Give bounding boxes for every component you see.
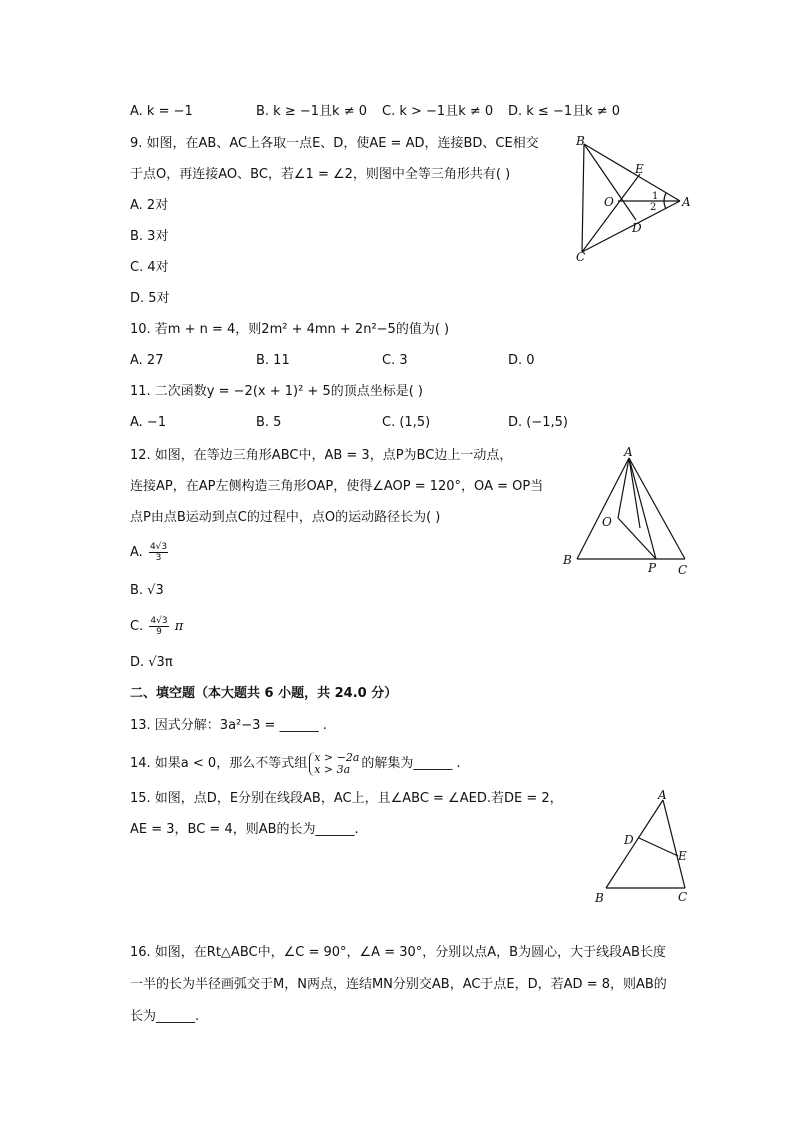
- q12-label-o: O: [602, 515, 612, 529]
- q12-option-c-suffix: π: [174, 619, 184, 634]
- q14-suffix: 的解集为______ .: [361, 756, 461, 771]
- q12-option-c: [130, 616, 183, 637]
- q12-text-line1: 12. 如图，在等边三角形ABC中，AB = 3，点P为BC边上一动点，: [130, 448, 513, 463]
- q15-label-b: B: [595, 891, 604, 905]
- q15-label-e: E: [678, 849, 687, 863]
- q9-option-c: C. 4对: [130, 260, 169, 275]
- q10-option-b: B. 11: [256, 353, 290, 368]
- q9-option-b: B. 3对: [130, 229, 169, 244]
- q15-text-line2: AE = 3，BC = 4，则AB的长为______.: [130, 822, 359, 837]
- q13-text: 13. 因式分解：3a²−3 = ______ .: [130, 718, 327, 733]
- q9-angle-2: 2: [650, 202, 657, 213]
- q15-label-c: C: [678, 890, 688, 904]
- q11-option-d: D. (−1,5): [508, 415, 568, 430]
- q10-option-d: D. 0: [508, 353, 535, 368]
- q12-option-a: [130, 542, 170, 563]
- q9-label-c: C: [576, 250, 586, 264]
- q12-label-b: B: [563, 553, 572, 567]
- q9-label-o: O: [604, 195, 614, 209]
- q14-inequality-1: x > −2a: [314, 750, 360, 764]
- q12-label-c: C: [678, 563, 688, 577]
- q9-angle-1: 1: [652, 191, 659, 202]
- q8-option-a: A. k = −1: [130, 104, 193, 119]
- q14-text: [130, 750, 461, 778]
- q9-figure: [570, 130, 700, 265]
- q14-prefix: 14. 如果a < 0，那么不等式组: [130, 756, 308, 771]
- q12-label-p: P: [648, 561, 657, 575]
- q8-option-d: D. k ≤ −1且k ≠ 0: [508, 104, 621, 119]
- q12-option-b: B. √3: [130, 583, 164, 598]
- q15-text-line1: 15. 如图，点D，E分别在线段AB，AC上，且∠ABC = ∠AED.若DE = 2，: [130, 791, 563, 806]
- q15-label-a: A: [658, 788, 667, 802]
- q12-option-c-numerator: 4√3: [150, 616, 168, 626]
- q12-option-a-fraction: [149, 542, 168, 563]
- q15-label-d: D: [624, 833, 634, 847]
- q14-system: [309, 752, 359, 776]
- q9-label-a: A: [682, 195, 691, 209]
- q14-inequality-2: x > 3a: [314, 762, 351, 776]
- q12-option-c-fraction: [149, 616, 168, 637]
- q8-option-b: B. k ≥ −1且k ≠ 0: [256, 104, 367, 119]
- q12-option-c-denominator: 9: [156, 627, 162, 637]
- q9-label-d: D: [632, 221, 642, 235]
- q12-text-line2: 连接AP，在AP左侧构造三角形OAP，使得∠AOP = 120°，OA = OP当: [130, 479, 544, 494]
- q10-text: 10. 若m + n = 4，则2m² + 4mn + 2n²−5的值为( ): [130, 322, 450, 337]
- q12-option-d: D. √3π: [130, 655, 173, 670]
- q8-option-c: C. k > −1且k ≠ 0: [382, 104, 494, 119]
- q9-option-d: D. 5对: [130, 291, 170, 306]
- q10-option-c: C. 3: [382, 353, 408, 368]
- q12-option-c-prefix: C.: [130, 619, 144, 634]
- q12-text-line3: 点P由点B运动到点C的过程中，点O的运动路径长为( ): [130, 510, 441, 525]
- q12-label-a: A: [624, 446, 633, 459]
- q9-label-b: B: [576, 134, 585, 148]
- q10-option-a: A. 27: [130, 353, 164, 368]
- q11-option-c: C. (1,5): [382, 415, 431, 430]
- q11-option-a: A. −1: [130, 415, 167, 430]
- q12-option-a-prefix: A.: [130, 545, 143, 560]
- q12-figure: [558, 446, 698, 580]
- q9-option-a: A. 2对: [130, 198, 169, 213]
- q16-text-line1: 16. 如图，在Rt△ABC中，∠C = 90°，∠A = 30°，分别以点A，B为圆心，大于线段AB长度: [130, 945, 666, 960]
- q11-option-b: B. 5: [256, 415, 282, 430]
- q16-text-line3: 长为______.: [130, 1009, 200, 1024]
- q9-label-e: E: [635, 162, 644, 176]
- q11-text: 11. 二次函数y = −2(x + 1)² + 5的顶点坐标是( ): [130, 384, 424, 399]
- q12-option-a-numerator: 4√3: [149, 542, 168, 552]
- q12-option-a-denominator: 3: [155, 553, 162, 563]
- q16-text-line2: 一半的长为半径画弧交于M，N两点，连结MN分别交AB，AC于点E，D，若AD = 8，则AB的: [130, 977, 667, 992]
- section-heading: 二、填空题（本大题共 6 小题，共 24.0 分）: [130, 686, 398, 701]
- q15-figure: [590, 786, 700, 908]
- q9-text-line1: 9. 如图，在AB、AC上各取一点E、D，使AE = AD，连接BD、CE相交: [130, 136, 539, 151]
- q9-text-line2: 于点O，再连接AO、BC，若∠1 = ∠2，则图中全等三角形共有( ): [130, 167, 511, 182]
